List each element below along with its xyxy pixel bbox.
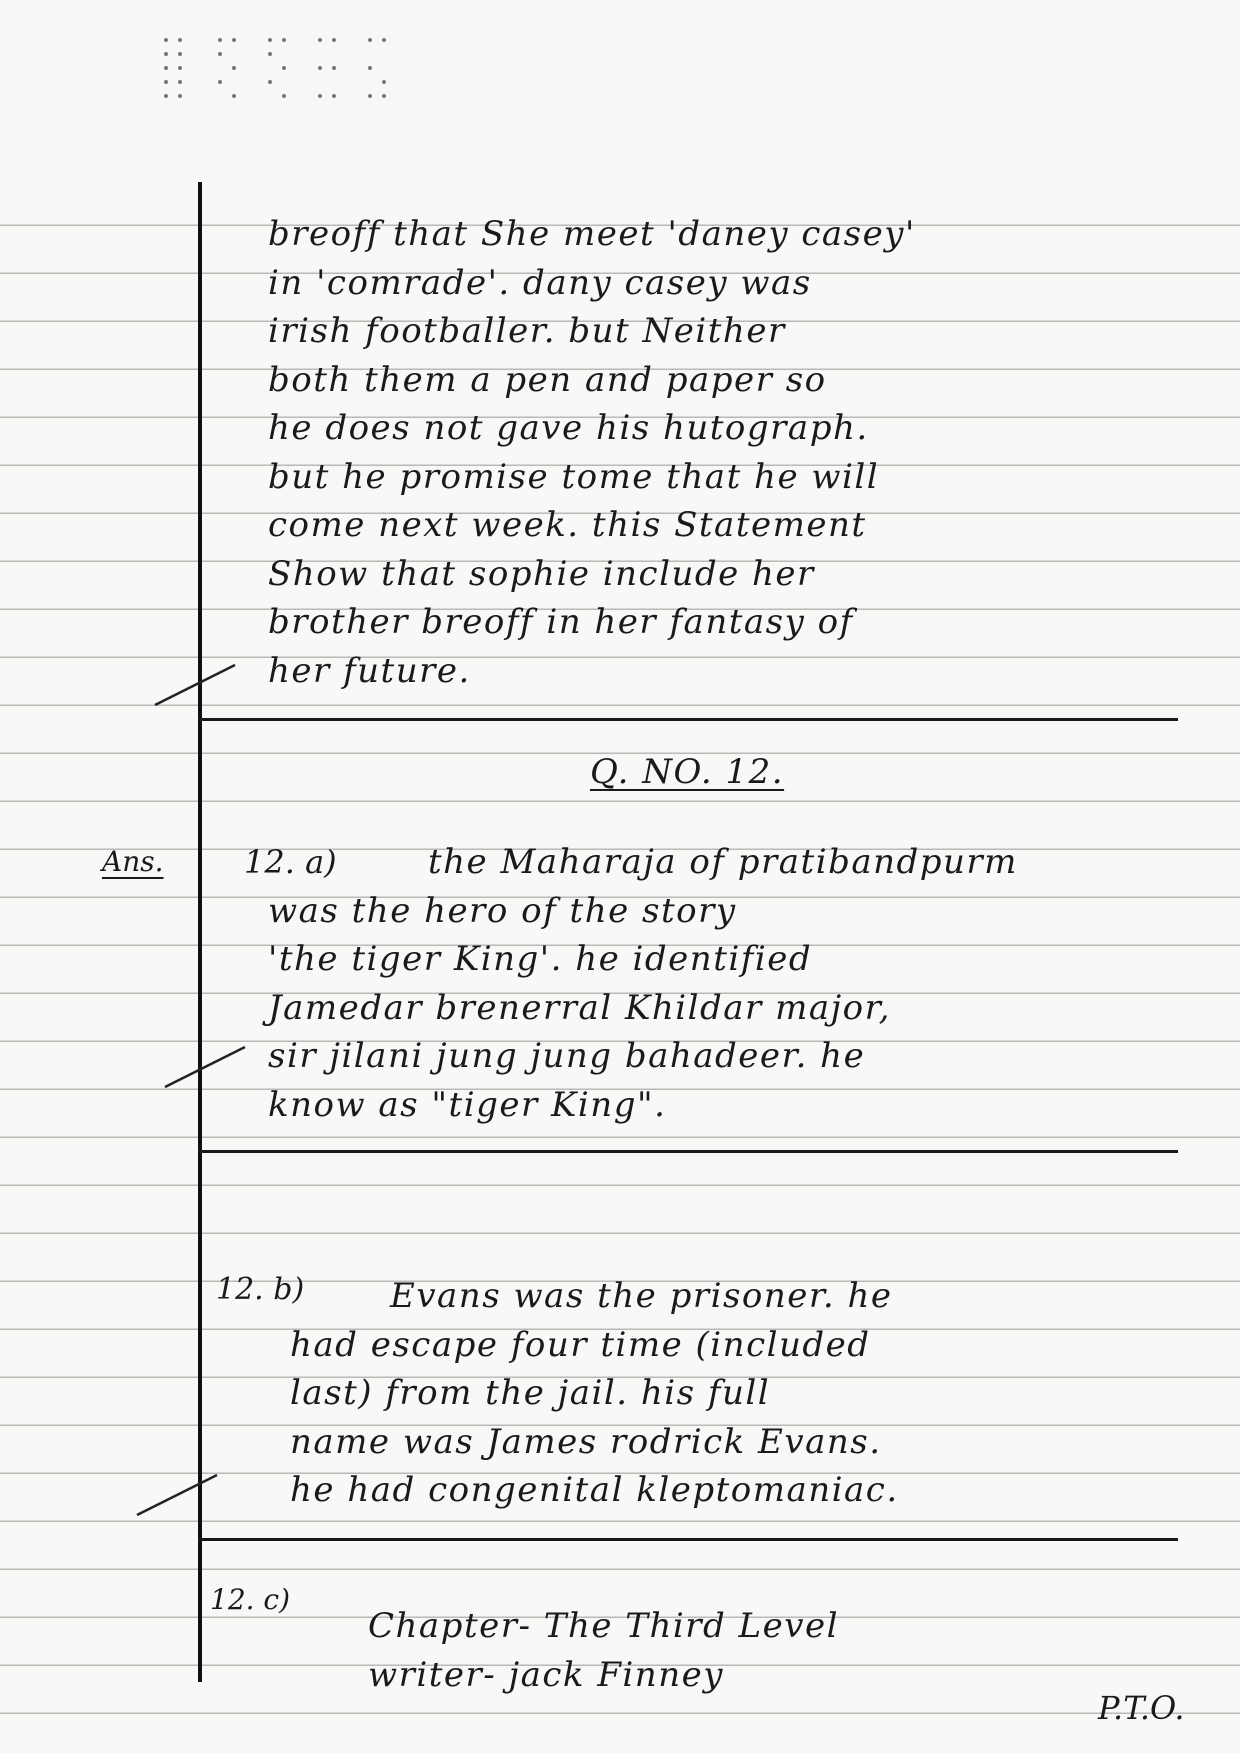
page-turn-note: P.T.O. <box>1098 1689 1185 1727</box>
check-mark-icon <box>132 1470 222 1520</box>
section-divider <box>198 1538 1178 1541</box>
answer-b-line: name was James rodrick Evans. <box>290 1421 882 1462</box>
answer-c-line: Chapter- The Third Level <box>368 1606 839 1646</box>
section-divider <box>198 1150 1178 1153</box>
answer-prefix: Ans. <box>102 845 164 878</box>
answer-c-paragraph <box>368 1602 839 1699</box>
intro-line: in 'comrade'. dany casey was <box>268 262 812 303</box>
section-divider <box>198 718 1178 721</box>
margin-line <box>198 182 202 1682</box>
intro-line: come next week. this Statement <box>268 505 867 545</box>
question-heading: Q. NO. 12. <box>590 752 785 792</box>
answer-c-label: 12. c) <box>210 1583 291 1616</box>
answer-a-line: sir jilani jung jung bahadeer. he <box>268 1036 866 1076</box>
check-mark-icon <box>150 660 240 710</box>
intro-line: but he promise tome that he will <box>268 456 880 497</box>
answer-a-line: was the hero of the story <box>268 890 737 931</box>
answer-b-line: Evans was the prisoner. he <box>390 1276 893 1316</box>
intro-line: irish footballer. but Neither <box>268 311 786 351</box>
page-number-dot-grid <box>160 34 440 114</box>
answer-b-line: had escape four time (included <box>290 1324 871 1365</box>
answer-c-line: writer- jack Finney <box>368 1654 724 1695</box>
intro-line: brother breoff in her fantasy of <box>268 602 854 642</box>
intro-line: both them a pen and paper so <box>268 359 827 400</box>
answer-a-line: 'the tiger King'. he identified <box>268 939 813 979</box>
check-mark-icon <box>160 1042 250 1092</box>
answer-b-label: 12. b) <box>216 1272 305 1307</box>
answer-a-line: Jamedar brenerral Khildar major, <box>268 987 891 1028</box>
answer-b-line: he had congenital kleptomaniac. <box>290 1470 899 1510</box>
intro-paragraph <box>268 210 916 695</box>
intro-line: her future. <box>268 650 471 691</box>
answer-b-line: last) from the jail. his full <box>290 1373 771 1413</box>
answer-a-line: the Maharaja of pratibandpurm <box>428 842 1018 882</box>
answer-b-paragraph <box>290 1272 899 1515</box>
answer-a-label: 12. a) <box>244 843 337 881</box>
intro-line: Show that sophie include her <box>268 553 815 594</box>
intro-line: he does not gave his hutograph. <box>268 408 869 448</box>
answer-a-line: know as "tiger King". <box>268 1084 667 1125</box>
intro-line: breoff that She meet 'daney casey' <box>268 214 916 254</box>
answer-a-paragraph <box>268 838 1018 1129</box>
